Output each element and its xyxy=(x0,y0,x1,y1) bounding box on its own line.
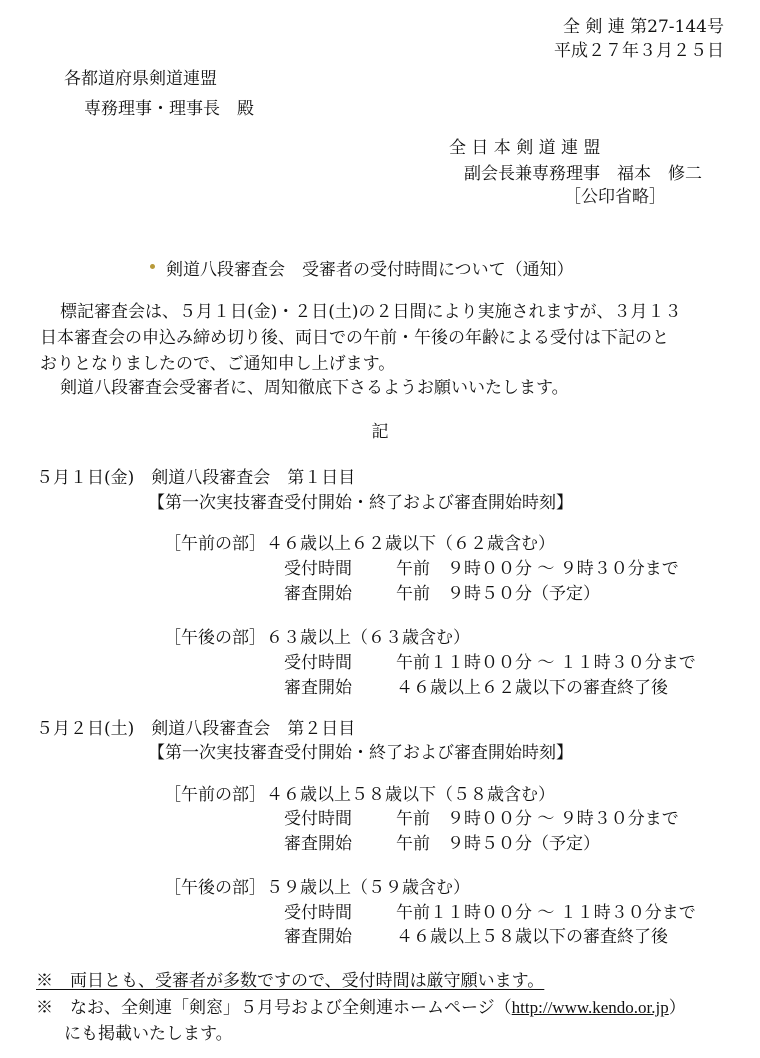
sender-person: 副会長兼専務理事 福本 修二 xyxy=(464,164,702,184)
note-1-mark: ※ xyxy=(36,971,53,991)
reference-number: 全 剣 連 第27-144号 xyxy=(562,17,724,37)
scan-speck xyxy=(150,264,155,269)
day2-am-start-label: 審査開始 xyxy=(284,834,352,854)
day1-pm-start-label: 審査開始 xyxy=(284,678,352,698)
note-2-continuation: にも掲載いたします。 xyxy=(64,1024,233,1044)
day1-am-label: ［午前の部］４６歳以上６２歳以下（６２歳含む） xyxy=(164,534,555,554)
note-2 xyxy=(36,993,686,1018)
body-line-3: おりとなりましたので、ご通知申し上げます。 xyxy=(40,354,396,374)
day2-pm-start-label: 審査開始 xyxy=(284,927,352,947)
day1-am-reception-time: 午前 ９時００分 ～ ９時３０分まで xyxy=(396,559,679,579)
day2-pm-reception-label: 受付時間 xyxy=(284,903,352,923)
day1-pm-label: ［午後の部］６３歳以上（６３歳含む） xyxy=(164,628,470,648)
seal-omitted-note: ［公印省略］ xyxy=(564,187,666,207)
day2-am-reception-label: 受付時間 xyxy=(284,809,352,829)
note-1 xyxy=(36,966,544,991)
day1-pm-reception-time: 午前１１時００分 ～ １１時３０分まで xyxy=(396,653,696,673)
day1-am-start-label: 審査開始 xyxy=(284,584,352,604)
note-2-mark: ※ xyxy=(36,998,53,1018)
document-title: 剣道八段審査会 受審者の受付時間について（通知） xyxy=(166,260,574,280)
day1-am-reception-label: 受付時間 xyxy=(284,559,352,579)
website-link[interactable]: http://www.kendo.or.jp xyxy=(511,998,669,1017)
day2-pm-start-time: ４６歳以上５８歳以下の審査終了後 xyxy=(396,927,668,947)
recipient-org: 各都道府県剣道連盟 xyxy=(64,69,217,89)
ki-heading: 記 xyxy=(371,422,389,442)
body-line-2: 日本審査会の申込み締め切り後、両日での午前・午後の年齢による受付は下記のと xyxy=(40,328,669,348)
day2-subheading: 【第一次実技審査受付開始・終了および審査開始時刻】 xyxy=(148,743,573,763)
note-1-text: 両日とも、受審者が多数ですので、受付時間は厳守願います。 xyxy=(70,971,545,991)
day2-pm-reception-time: 午前１１時００分 ～ １１時３０分まで xyxy=(396,903,696,923)
day2-am-label: ［午前の部］４６歳以上５８歳以下（５８歳含む） xyxy=(164,785,555,805)
body-line-1: 標記審査会は、５月１日(金)・２日(土)の２日間により実施されますが、３月１３ xyxy=(60,302,682,322)
sender-org: 全 日 本 剣 道 連 盟 xyxy=(449,138,601,158)
day1-subheading: 【第一次実技審査受付開始・終了および審査開始時刻】 xyxy=(148,493,573,513)
day2-pm-label: ［午後の部］５９歳以上（５９歳含む） xyxy=(164,878,470,898)
body-line-4: 剣道八段審査会受審者に、周知徹底下さるようお願いいたします。 xyxy=(60,378,569,398)
day2-am-reception-time: 午前 ９時００分 ～ ９時３０分まで xyxy=(396,809,679,829)
note-2-close: ） xyxy=(668,998,686,1018)
day1-pm-start-time: ４６歳以上６２歳以下の審査終了後 xyxy=(396,678,668,698)
note-2-text: なお、全剣連「剣窓」５月号および全剣連ホームページ（ xyxy=(70,998,512,1018)
day2-heading: ５月２日(土) 剣道八段審査会 第２日目 xyxy=(36,719,356,739)
recipient-title: 専務理事・理事長 殿 xyxy=(84,99,254,119)
day1-pm-reception-label: 受付時間 xyxy=(284,653,352,673)
day1-am-start-time: 午前 ９時５０分（予定） xyxy=(396,584,600,604)
day2-am-start-time: 午前 ９時５０分（予定） xyxy=(396,834,600,854)
document-date: 平成２７年３月２５日 xyxy=(554,41,724,61)
day1-heading: ５月１日(金) 剣道八段審査会 第１日目 xyxy=(36,468,356,488)
